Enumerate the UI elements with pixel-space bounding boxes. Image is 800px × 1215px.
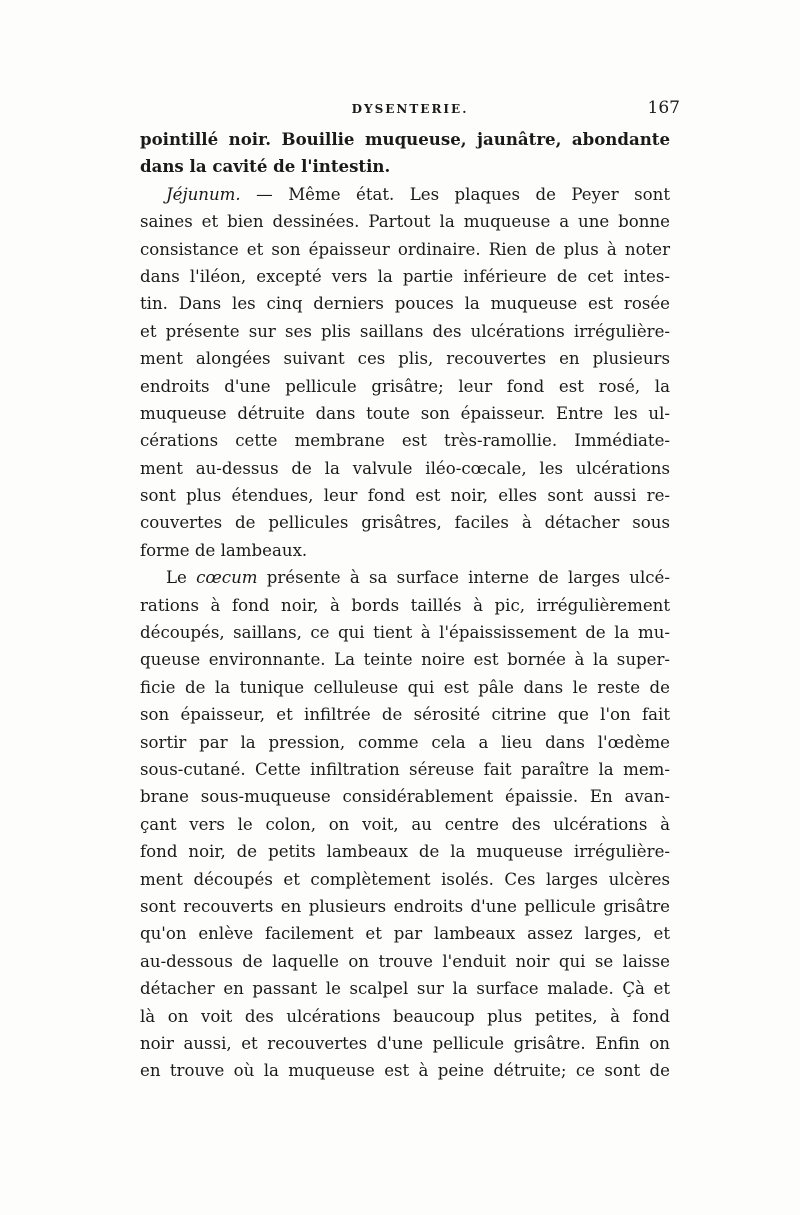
text-line: tin. Dans les cinq derniers pouces la muqueuse est rosée (140, 294, 670, 314)
text-line: en trouve où la muqueuse est à peine détruite; ce sont de (140, 1061, 670, 1081)
text-line: sortir par la pression, comme cela a lieu dans l'œdème (140, 732, 670, 752)
text-line: ment découpés et complètement isolés. Ces larges ulcères (140, 869, 670, 889)
text-line: noir aussi, et recouvertes d'une pellicule grisâtre. Enfin on (140, 1033, 670, 1053)
text-line: sous-cutané. Cette infiltration séreuse fait paraître la mem- (140, 759, 670, 779)
text-line-rest: — Même état. Les plaques de Peyer sont (256, 184, 671, 204)
text-line: ment au-dessus de la valvule iléo-cœcale, les ulcérations (140, 458, 670, 478)
text-line: fond noir, de petits lambeaux de la muqueuse irrégulière- (140, 842, 670, 862)
text-line: ficie de la tunique celluleuse qui est pâle dans le reste de (140, 677, 670, 697)
text-line: forme de lambeaux. (140, 540, 308, 560)
text-line: dans la cavité de l'intestin. (140, 156, 391, 177)
text-line-rest: présente à sa surface interne de larges ulcé- (266, 568, 670, 588)
text-line: muqueuse détruite dans toute son épaisseur. Entre les ul- (140, 403, 670, 423)
text-line: endroits d'une pellicule grisâtre; leur fond est rosé, la (140, 376, 670, 396)
text-line: qu'on enlève facilement et par lambeaux assez larges, et (140, 924, 670, 944)
text-line: sont plus étendues, leur fond est noir, elles sont aussi re- (140, 486, 670, 506)
text-line: découpés, saillans, ce qui tient à l'épaississement de la mu- (140, 623, 670, 643)
text-line: dans l'iléon, excepté vers la partie inférieure de cet intes- (140, 266, 670, 286)
section-label-jejunum: Jéjunum. (166, 184, 241, 204)
text-line: consistance et son épaisseur ordinaire. Rien de plus à noter (140, 239, 670, 259)
text-line: couvertes de pellicules grisâtres, faciles à détacher sous (140, 513, 670, 533)
text-line-lead: Le (166, 568, 187, 588)
body-text (140, 126, 670, 1085)
text-line: son épaisseur, et infiltrée de sérosité citrine que l'on fait (140, 705, 670, 725)
text-line (140, 564, 670, 591)
text-line: et présente sur ses plis saillans des ulcérations irrégulière- (140, 321, 670, 341)
text-line: là on voit des ulcérations beaucoup plus petites, à fond (140, 1006, 670, 1026)
text-line (140, 181, 670, 208)
text-line: détacher en passant le scalpel sur la surface malade. Çà et (140, 979, 670, 999)
text-line: saines et bien dessinées. Partout la muqueuse a une bonne (140, 212, 670, 232)
page-number: 167 (647, 98, 680, 118)
text-line: brane sous-muqueuse considérablement épaissie. En avan- (140, 787, 670, 807)
text-line: au-dessous de laquelle on trouve l'enduit noir qui se laisse (140, 951, 670, 971)
text-line: cérations cette membrane est très-ramollie. Immédiate- (140, 431, 670, 451)
text-line: ment alongées suivant ces plis, recouvertes en plusieurs (140, 349, 670, 369)
running-title: DYSENTERIE. (351, 102, 469, 116)
text-line: rations à fond noir, à bords taillés à pic, irrégulièrement (140, 595, 670, 615)
text-line: çant vers le colon, on voit, au centre des ulcérations à (140, 814, 670, 834)
text-line: queuse environnante. La teinte noire est bornée à la super- (140, 650, 670, 670)
text-line: pointillé noir. Bouillie muqueuse, jaunâtre, abondante (140, 129, 670, 149)
page-header (140, 98, 680, 122)
text-line: sont recouverts en plusieurs endroits d'une pellicule grisâtre (140, 896, 670, 916)
term-caecum: cœcum (196, 568, 258, 588)
